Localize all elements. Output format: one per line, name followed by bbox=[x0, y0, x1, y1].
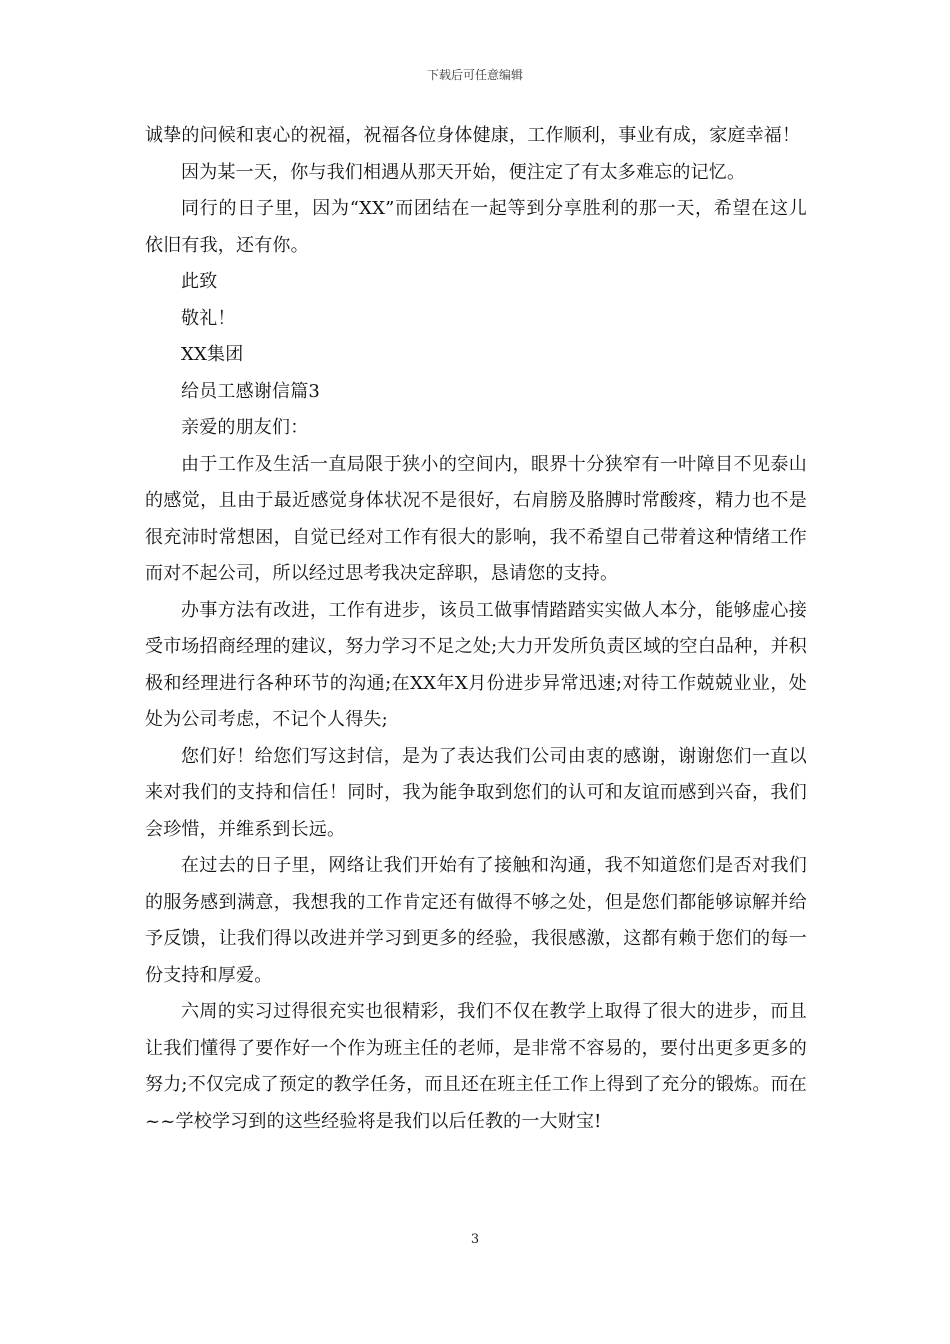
closing-salutation: 此致 bbox=[181, 271, 218, 292]
paragraph-internship: 六周的实习过得很充实也很精彩，我们不仅在教学上取得了很大的进步，而且让我们懂得了要作好一个作为班主任的老师，是非常不容易的，要付出更多更多的努力;不仅完成了预定的教学任务，而且还在班主任工作上得到了充分的锻炼。而在~~学校学习到的这些经验将是我们以后任教的一大财宝! bbox=[145, 1001, 807, 1132]
paragraph-thanks: 您们好！给您们写这封信，是为了表达我们公司由衷的感谢，谢谢您们一直以来对我们的支持和信任！同时，我为能争取到您们的认可和友谊而感到兴奋，我们会珍惜，并维系到长远。 bbox=[145, 745, 807, 840]
paragraph-past-days: 在过去的日子里，网络让我们开始有了接触和沟通，我不知道您们是否对我们的服务感到满意，我想我的工作肯定还有做得不够之处，但是您们都能够谅解并给予反馈，让我们得以改进并学习到更多的经验，我很感激，这都有赖于您们的每一份支持和厚爱。 bbox=[145, 855, 807, 986]
page-number: 3 bbox=[470, 1232, 480, 1247]
paragraph-employee-progress: 办事方法有改进，工作有进步，该员工做事情踏踏实实做人本分，能够虚心接受市场招商经理的建议，努力学习不足之处;大力开发所负责区域的空白品种，并积极和经理进行各种环节的沟通;在XX年X月份进步异常迅速;对待工作兢兢业业，处处为公司考虑，不记个人得失; bbox=[145, 599, 807, 730]
section-heading: 给员工感谢信篇3 bbox=[181, 380, 321, 402]
paragraph-resignation: 由于工作及生活一直局限于狭小的空间内，眼界十分狭窄有一叶障目不见泰山的感觉，且由于最近感觉身体状况不是很好，右肩膀及胳膊时常酸疼，精力也不是很充沛时常想困，自觉已经对工作有很大的影响，我不希望自己带着这种情绪工作而对不起公司，所以经过思考我决定辞职，恳请您的支持。 bbox=[145, 453, 807, 584]
page-header-note: 下载后可任意编辑 bbox=[426, 68, 523, 82]
closing-regards: 敬礼！ bbox=[181, 307, 236, 329]
letter-salutation: 亲爱的朋友们： bbox=[181, 417, 309, 438]
paragraph-together: 同行的日子里，因为“XX”而团结在一起等到分享胜利的那一天，希望在这儿依旧有我，还有你。 bbox=[145, 198, 807, 256]
document-body bbox=[145, 118, 807, 1140]
signature-company: XX集团 bbox=[181, 344, 244, 365]
paragraph-memory: 因为某一天，你与我们相遇从那天开始，便注定了有太多难忘的记忆。 bbox=[181, 161, 746, 183]
paragraph-greeting-continuation: 诚挚的问候和衷心的祝福，祝福各位身体健康，工作顺利，事业有成，家庭幸福！ bbox=[145, 125, 801, 146]
